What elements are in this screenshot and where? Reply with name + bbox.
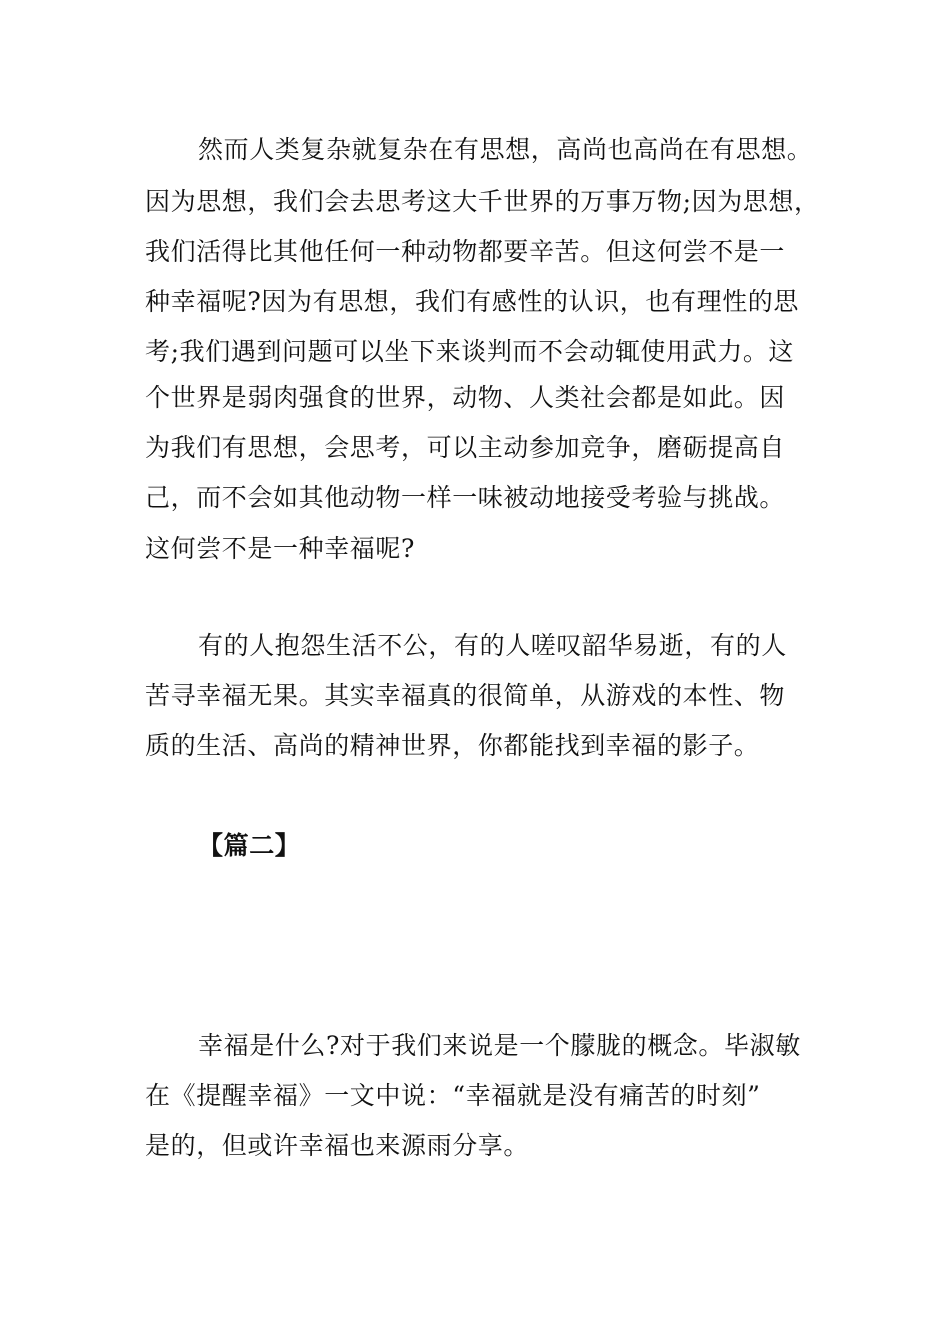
- paragraph-1-line-8: 己，而不会如其他动物一样一味被动地接受考验与挑战。: [145, 483, 786, 512]
- paragraph-1-line-3: 我们活得比其他任何一种动物都要辛苦。但这何尝不是一: [145, 237, 786, 266]
- paragraph-1-line-6: 个世界是弱肉强食的世界，动物、人类社会都是如此。因: [145, 383, 786, 412]
- paragraph-1-line-9: 这何尝不是一种幸福呢?: [145, 534, 416, 563]
- paragraph-1-line-2: 因为思想，我们会去思考这大千世界的万事万物;因为思想，: [145, 187, 820, 216]
- paragraph-3-line-2: 在《提醒幸福》一文中说：“幸福就是没有痛苦的时刻”: [145, 1081, 761, 1110]
- paragraph-2-line-3: 质的生活、高尚的精神世界，你都能找到幸福的影子。: [145, 731, 760, 760]
- paragraph-1-line-5: 考;我们遇到问题可以坐下来谈判而不会动辄使用武力。这: [145, 337, 795, 366]
- paragraph-3-line-3: 是的，但或许幸福也来源雨分享。: [145, 1131, 530, 1160]
- paragraph-1-line-1: 然而人类复杂就复杂在有思想，高尚也高尚在有思想。: [198, 135, 813, 164]
- paragraph-1-line-4: 种幸福呢?因为有思想，我们有感性的认识，也有理性的思: [145, 287, 800, 316]
- section-heading: 【篇二】: [198, 831, 301, 860]
- paragraph-2-line-2: 苦寻幸福无果。其实幸福真的很简单，从游戏的本性、物: [145, 681, 786, 710]
- paragraph-3-line-1: 幸福是什么?对于我们来说是一个朦胧的概念。毕淑敏: [198, 1031, 801, 1060]
- paragraph-1-line-7: 为我们有思想，会思考，可以主动参加竞争，磨砺提高自: [145, 433, 786, 462]
- paragraph-2-line-1: 有的人抱怨生活不公，有的人嗟叹韶华易逝，有的人: [198, 631, 787, 660]
